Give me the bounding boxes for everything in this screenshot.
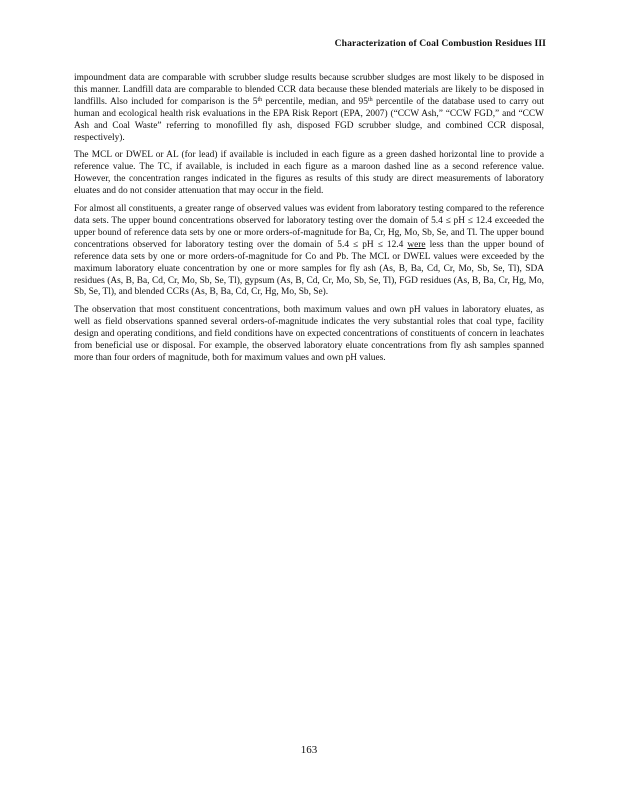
paragraph-1-text-a: impoundment data are comparable with scrubber sludge results because scrubber sludges are most likely to be disposed in this manner. Landfill data are comparable to blended CCR data because these blended materials are likely to be disposed in landfills. Also included for comparison is the 5 xyxy=(74,73,544,107)
paragraph-2: The MCL or DWEL or AL (for lead) if available is included in each figure as a green dashed horizontal line to provide a reference value. The TC, if available, is included in each figure as a maroon dashed line as a second reference value. However, the concentration ranges indicated in the figures as results of this study are direct measurements of laboratory eluates and do not consider attenuation that may occur in the field. xyxy=(74,150,544,197)
paragraph-3-text-b: less than the upper bound of reference data sets by one or more orders-of-magnitude for Co and Pb. The MCL or DWEL values were exceeded by the maximum laboratory eluate concentration by one or more samples for fly ash (As, B, Ba, Cd, Cr, Mo, Sb, Se, Tl), SDA residues (As, B, Ba, Cd, Cr, Mo, Sb, Se, Tl), gypsum (As, B, Cd, Cr, Mo, Sb, Se, Tl), FGD residues (As, B, Ba, Cr, Hg, Mo, Sb, Se, Tl), and blended CCRs (As, B, Ba, Cd, Cr, Hg, Mo, Sb, Se). xyxy=(74,239,544,298)
paragraph-1-text-b: percentile, median, and 95 xyxy=(262,96,368,107)
body-text xyxy=(74,73,544,371)
paragraph-4: The observation that most constituent concentrations, both maximum values and own pH values in laboratory eluates, as well as field observations spanned several orders-of-magnitude indicates the very substantial roles that coal type, facility design and operating conditions, and field conditions have on expected concentrations of constituents of concern in leachates from beneficial use or disposal. For example, the observed laboratory eluate concentrations from fly ash samples spanned more than four orders of magnitude, both for maximum values and own pH values. xyxy=(74,305,544,363)
paragraph-3-text-a: For almost all constituents, a greater range of observed values was evident from laboratory testing compared to the reference data sets. The upper bound concentrations observed for laboratory testing over the domain of 5.4 ≤ pH ≤ 12.4 exceeded the upper bound of reference data sets by one or more orders-of-magnitude for Ba, Cr, Hg, Mo, Sb, Se, and Tl. The upper bound concentrations observed for laboratory testing over the domain of 5.4 ≤ pH ≤ 12.4 xyxy=(74,204,544,250)
superscript-th: th xyxy=(367,96,373,103)
running-header: Characterization of Coal Combustion Residues III xyxy=(334,38,546,49)
superscript-th: th xyxy=(257,96,263,103)
paragraph-1 xyxy=(74,73,544,144)
underlined-word: were xyxy=(407,239,426,250)
paragraph-1-text-c: percentile of the database used to carry out human and ecological health risk evaluations in the EPA Risk Report (EPA, 2007) (“CCW Ash,” “CCW FGD,” and “CCW Ash and Coal Waste” referring to monofilled fly ash, disposed FGD scrubber sludge, and combined CCR disposal, respectively). xyxy=(74,96,545,143)
paragraph-3 xyxy=(74,204,544,299)
page-number: 163 xyxy=(300,744,318,756)
